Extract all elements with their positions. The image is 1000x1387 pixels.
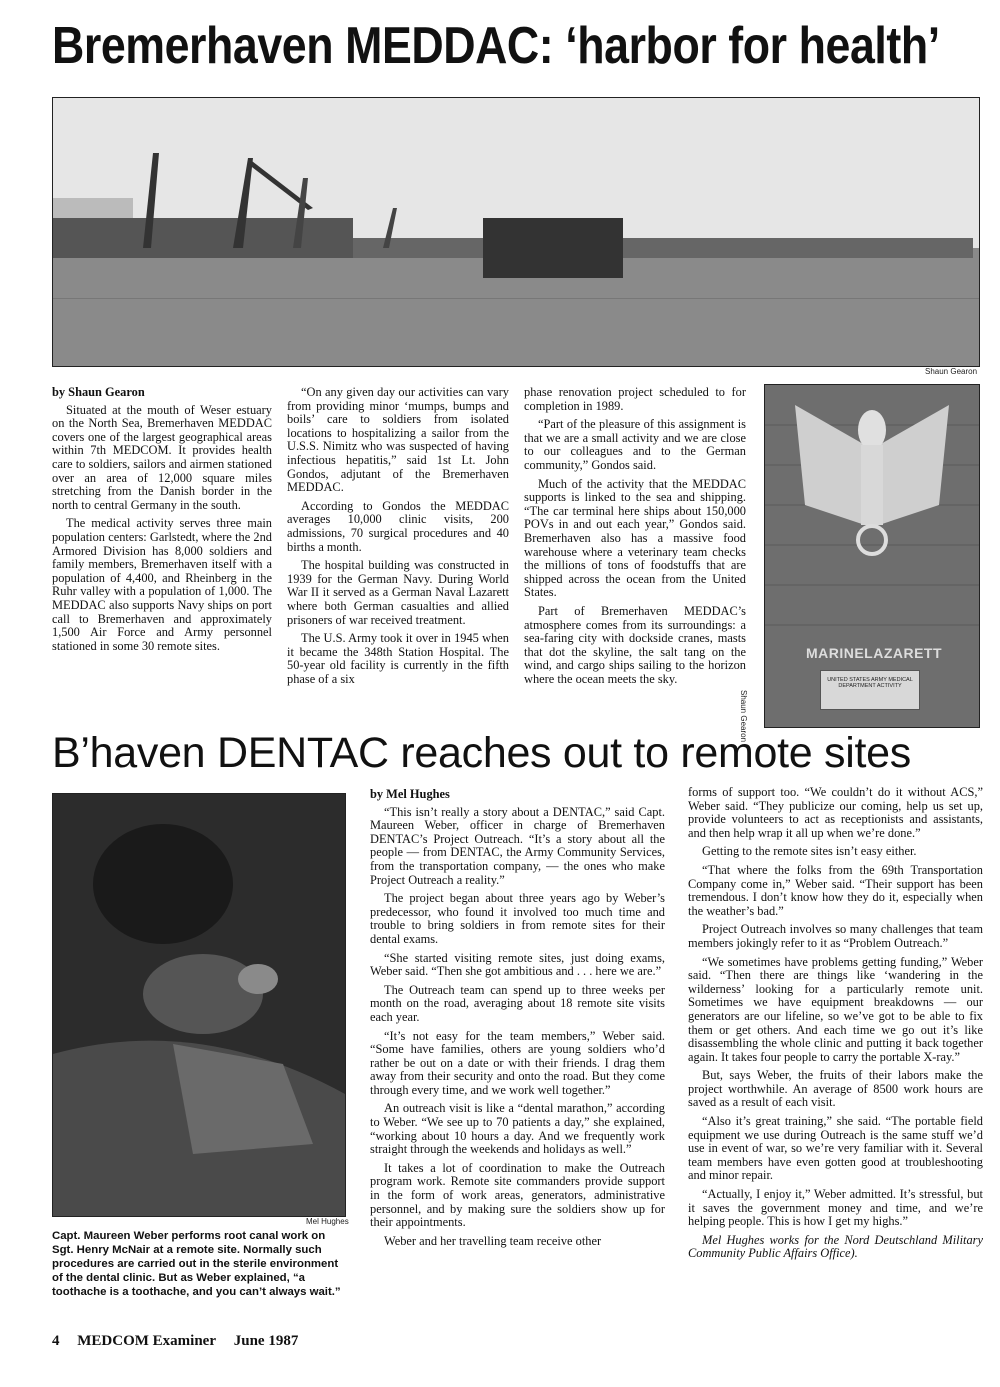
- article2-col2: [688, 786, 983, 1266]
- article1-col2: [287, 386, 509, 691]
- paragraph: Getting to the remote sites isn’t easy either.: [702, 844, 917, 859]
- paragraph: The Outreach team can spend up to three weeks per month on the road, averaging about 18 remote site visits each year.: [370, 982, 665, 1024]
- article1-byline: by Shaun Gearon: [52, 385, 145, 399]
- paragraph: “That where the folks from the 69th Transportation Company come in,” Weber said. “Their support has been tremendous. I don’t know how they do it, especially when the weather’s bad.”: [688, 862, 983, 918]
- paragraph: According to Gondos the MEDDAC averages 10,000 clinic visits, 200 admissions, 70 surgical procedures and 40 births a month.: [287, 498, 509, 554]
- paragraph: Weber and her travelling team receive other: [384, 1233, 602, 1248]
- paragraph: “On any given day our activities can vary from providing minor ‘mumps, bumps and boils’ care to soldiers from isolated locations to hospitalizing a sailor from the U.S.S. Nimitz who was suspected of having infectious hepatitis,” said 1st Lt. John Gondos, adjutant of the Bremerhaven MEDDAC.: [287, 385, 509, 495]
- article1-col1: [52, 386, 272, 658]
- article1-col3: [524, 386, 746, 691]
- medical-activity-plate: UNITED STATES ARMY MEDICAL DEPARTMENT ACTIVITY: [820, 670, 920, 710]
- paragraph: An outreach visit is like a “dental marathon,” according to Weber. “We see up to 70 patients a day,” she explained, “working about 10 hours a day. And we frequently work straight through the weekends and holidays as well.”: [370, 1101, 665, 1157]
- harbor-photo-credit: Shaun Gearon: [925, 367, 978, 376]
- paragraph: “Actually, I enjoy it,” Weber admitted. It’s stressful, but it saves the government money and time, and we’re helping people. This is how I get my highs.”: [688, 1187, 983, 1229]
- publication-name: MEDCOM Examiner: [77, 1333, 216, 1349]
- paragraph: The hospital building was constructed in 1939 for the German Navy. During World War II it served as a German Naval Lazarett where both German casualties and allied prisoners of war received treatment.: [287, 558, 509, 627]
- harbor-photo: [52, 97, 980, 367]
- paragraph: “It’s not easy for the team members,” Weber said. “Some have families, others are young soldiers who’d rather be out on a date or with their friends. I drag them away from their security and onto the road. But they come through every time, and we work well together.”: [370, 1028, 665, 1097]
- paragraph: “This isn’t really a story about a DENTAC,” said Capt. Maureen Weber, officer in charge of Bremerhaven DENTAC’s Project Outreach. “It’s a story about all the people — from DENTAC, the Army Community Services, from the transportation company, — the ones who make Project Outreach a reality.”: [370, 804, 665, 887]
- paragraph: “We sometimes have problems getting funding,” Weber said. “Then there are things like ‘wandering in the wilderness’ looking for a particularly remote unit. Sometimes we have equipment breakdowns — our generators are our lifeline, so we’ve got to be able to fix them or get others. And each time we go out it’s like disassembling the whole clinic and putting it back together again. It takes four people to carry the portable X-ray.”: [688, 954, 983, 1064]
- paragraph: “Also it’s great training,” she said. “The portable field equipment we use during Outreach is the same stuff we’d use in event of war, so we’re very familiar with it. Several team members have even gotten good at troubleshooting and minor repair.: [688, 1114, 983, 1183]
- article2-byline: by Mel Hughes: [370, 787, 450, 801]
- paragraph: The U.S. Army took it over in 1945 when it became the 348th Station Hospital. The 50-year old facility is currently in the fifth phase of a six: [287, 631, 509, 686]
- issue-date: June 1987: [233, 1333, 299, 1349]
- paragraph: The medical activity serves three main population centers: Garlstedt, where the 2nd Armored Division has 8,000 soldiers and family members, Bremerhaven itself with a population of 4,400, and Rheinberg in the Ruhr valley with a population of 1,000. The MEDDAC also supports Navy ships on port call to Bremerhaven and approximately 1,500 Air Force and Army personnel stationed in some 30 remote sites.: [52, 516, 272, 653]
- author-note: Mel Hughes works for the Nord Deutschland Military Community Public Affairs Office).: [688, 1232, 983, 1261]
- paragraph: But, says Weber, the fruits of their labors make the project worthwhile. An average of 8500 work hours are saved as a result of each visit.: [688, 1068, 983, 1110]
- marinelazarett-photo-credit: Shaun Gearon: [739, 690, 748, 743]
- article2-col1: [370, 788, 665, 1253]
- paragraph: It takes a lot of coordination to make the Outreach program work. Remote site commanders provide support in the form of work areas, generators, administrative personnel, and by making sure the soldiers show up for their appointments.: [370, 1160, 665, 1230]
- paragraph: phase renovation project scheduled to for completion in 1989.: [524, 385, 746, 413]
- paragraph: Much of the activity that the MEDDAC supports is linked to the sea and shipping. “The car terminal here ships about 150,000 POVs in and out each year,” Gondos said. Bremerhaven also has a massive food warehouse where a veterinary team checks the millions of tons of foodstuffs that are shipped across the ocean from the United States.: [524, 476, 746, 600]
- headline-dentac: B’haven DENTAC reaches out to remote sites: [52, 729, 911, 777]
- dental-photo: [52, 793, 346, 1217]
- paragraph: Part of Bremerhaven MEDDAC’s atmosphere comes from its surroundings: a sea-faring city with dockside cranes, masts that dot the skyline, the salt tang on the wind, and cargo ships sailing to the horizon where the ocean meets the sky.: [524, 603, 746, 686]
- dental-photo-credit: Mel Hughes: [306, 1217, 349, 1226]
- paragraph: The project began about three years ago by Weber’s predecessor, who found it involved too much time and trouble to bring soldiers in from remote sites for their dental exams.: [370, 891, 665, 946]
- paragraph: “Part of the pleasure of this assignment is that we are a small activity and we are close to our colleagues and to the German community,” Gondos said.: [524, 417, 746, 472]
- page-number: 4: [52, 1333, 60, 1349]
- paragraph: forms of support too. “We couldn’t do it without ACS,” Weber said. “They publicize our coming, help us set up, provide volunteers to act as receptionists and assistants, and then help wrap it all up when we’re done.”: [688, 785, 983, 840]
- paragraph: Project Outreach involves so many challenges that team members jokingly refer to it as “Problem Outreach.”: [688, 922, 983, 950]
- page-footer: [52, 1333, 312, 1350]
- paragraph: Situated at the mouth of Weser estuary on the North Sea, Bremerhaven MEDDAC covers one of the largest geographical areas within 7th MEDCOM. It provides health care to soldiers, sailors and airmen stationed over an area of 12,000 square miles stretching from the Danish border in the north to central Germany in the south.: [52, 402, 272, 512]
- headline-meddac: Bremerhaven MEDDAC: ‘harbor for health’: [52, 17, 940, 75]
- marinelazarett-sign: MARINELAZARETT: [805, 645, 943, 661]
- dental-photo-caption: Capt. Maureen Weber performs root canal work on Sgt. Henry McNair at a remote site. Normally such procedures are carried out in the sterile environment of the dental clinic. But as Weber explained, “a toothache is a toothache, and you can’t always wait.”: [52, 1230, 341, 1298]
- paragraph: “She started visiting remote sites, just doing exams, Weber said. “Then she got ambitious and . . . here we are.”: [370, 950, 665, 979]
